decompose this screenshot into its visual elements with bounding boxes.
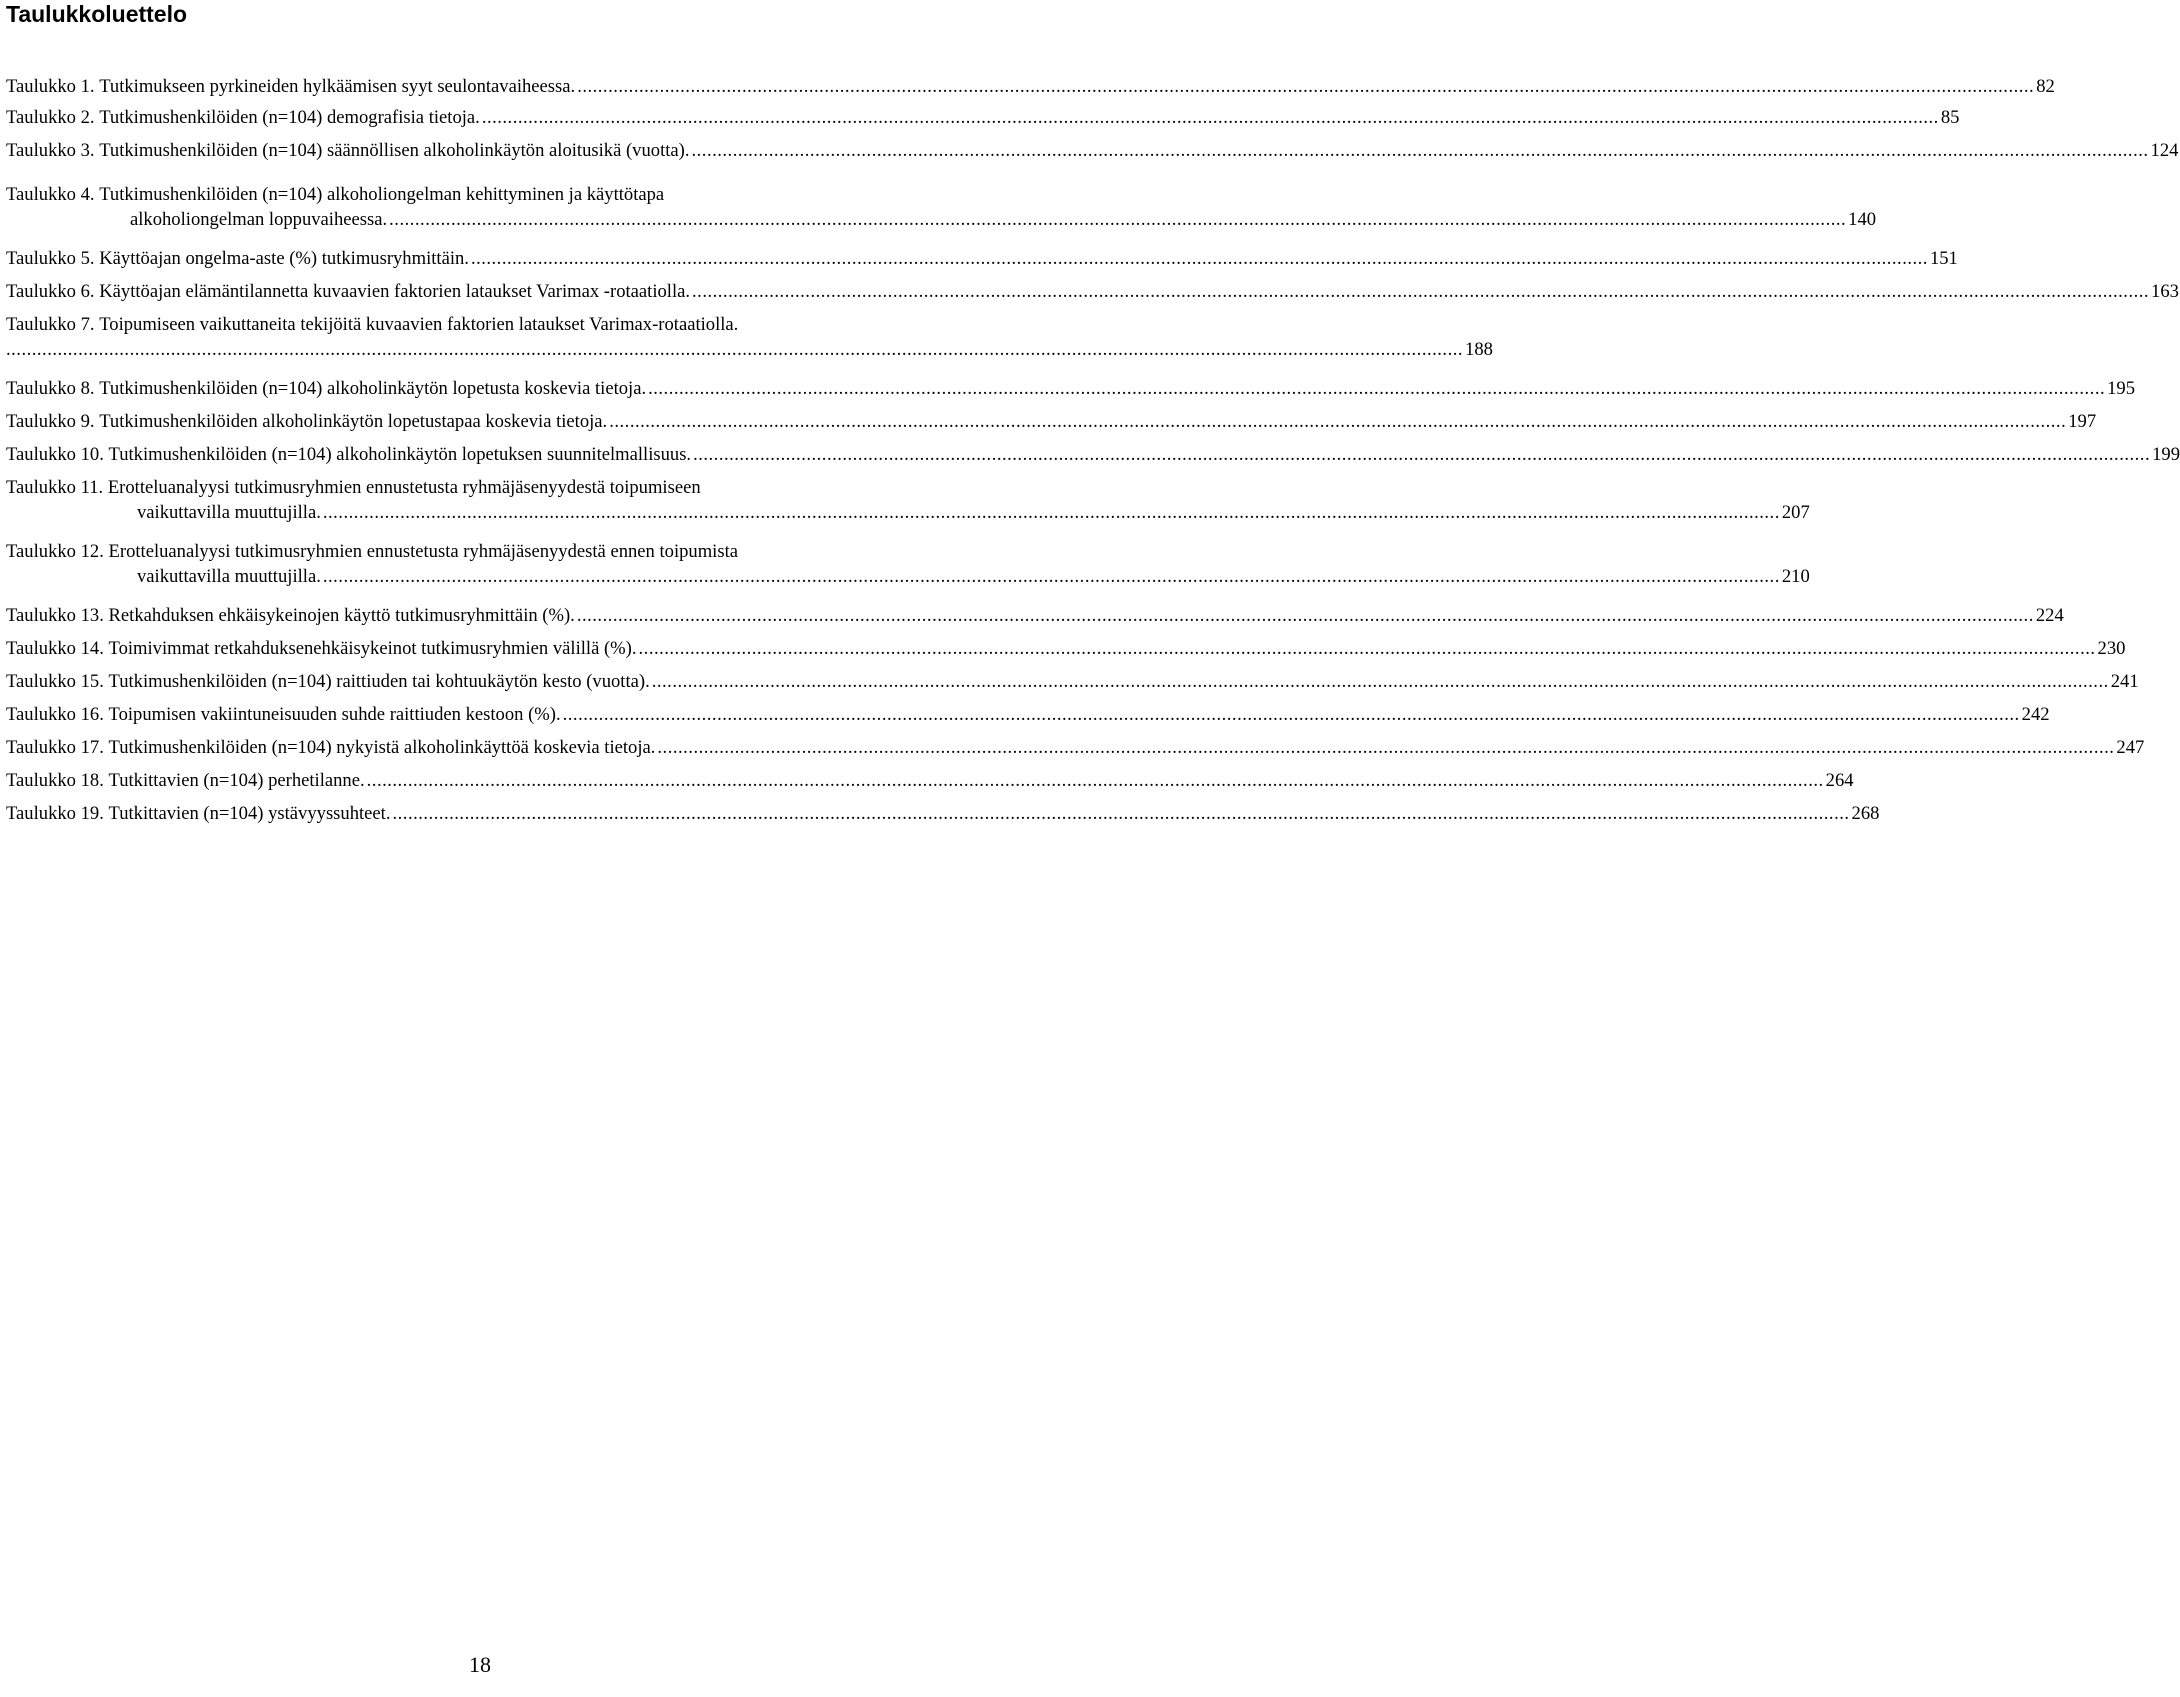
toc-entry-page: 195 [2107, 378, 2136, 399]
toc-entry-label: Taulukko 13. [6, 605, 104, 626]
toc-entry[interactable] [6, 74, 2055, 99]
toc-entry[interactable] [6, 801, 1880, 826]
toc-entry[interactable] [6, 539, 1810, 589]
toc-entry-label: Taulukko 18. [6, 770, 104, 791]
toc-entry-label: Taulukko 9. [6, 411, 95, 432]
toc-entry-page: 199 [2152, 444, 2180, 465]
toc-entry[interactable] [6, 138, 2179, 163]
toc-entry-page: 242 [2021, 704, 2050, 725]
toc-entry-page: 163 [2151, 281, 2179, 302]
toc-entry-text: Käyttöajan elämäntilannetta kuvaavien faktorien lataukset Varimax -rotaatiolla. [99, 281, 691, 302]
toc-entry-text: Tutkimushenkilöiden (n=104) säännöllisen alkoholinkäytön aloitusikä (vuotta). [99, 140, 690, 161]
toc-entry-text-continued: vaikuttavilla muuttujilla. [137, 502, 321, 523]
toc-entry-text: Retkahduksen ehkäisykeinojen käyttö tutkimusryhmittäin (%). [108, 605, 575, 626]
toc-entry-text: Erotteluanalyysi tutkimusryhmien ennustetusta ryhmäjäsenyydestä toipumiseen [107, 477, 701, 498]
toc-entry-text: Tutkittavien (n=104) perhetilanne. [108, 770, 365, 791]
toc-entry[interactable] [6, 182, 1877, 232]
toc-entry-text: Tutkimukseen pyrkineiden hylkäämisen syyt seulontavaiheessa. [99, 76, 576, 97]
toc-entry[interactable] [6, 409, 2097, 434]
toc-entry-label: Taulukko 6. [6, 281, 95, 302]
toc-entry-label: Taulukko 2. [6, 107, 95, 128]
toc-entry-page: 197 [2068, 411, 2097, 432]
dot-leader [323, 500, 1780, 525]
toc-entry-label: Taulukko 12. [6, 541, 104, 562]
toc-entry-label: Taulukko 11. [6, 477, 104, 498]
toc-entry-label: Taulukko 17. [6, 737, 104, 758]
dot-leader [652, 669, 2109, 694]
toc-entry-label: Taulukko 8. [6, 378, 95, 399]
toc-entry[interactable] [6, 312, 1493, 362]
toc-entry[interactable] [6, 603, 2064, 628]
toc-entry[interactable] [6, 669, 2139, 694]
dot-leader [692, 138, 2149, 163]
dot-leader [389, 207, 1846, 232]
toc-entry[interactable] [6, 768, 1854, 793]
toc-entry-text: Tutkimushenkilöiden (n=104) alkoholinkäytön lopetusta koskevia tietoja. [99, 378, 647, 399]
toc-entry-label: Taulukko 10. [6, 444, 104, 465]
toc-entry-page: 241 [2110, 671, 2139, 692]
dot-leader [563, 702, 2020, 727]
toc-entry[interactable] [6, 376, 2136, 401]
toc-entry[interactable] [6, 702, 2050, 727]
toc-entry[interactable] [6, 735, 2145, 760]
toc-entry-text: Tutkittavien (n=104) ystävyyssuhteet. [108, 803, 391, 824]
dot-leader [393, 801, 1850, 826]
toc-entry-label: Taulukko 15. [6, 671, 104, 692]
toc-entry[interactable] [6, 246, 1958, 271]
dot-leader [471, 246, 1928, 271]
toc-entry[interactable] [6, 636, 2126, 661]
toc-entry[interactable] [6, 475, 1810, 525]
page-number: 18 [469, 1652, 491, 1677]
dot-leader [693, 442, 2150, 467]
toc-entry-label: Taulukko 14. [6, 638, 104, 659]
toc-entry-page: 82 [2036, 76, 2055, 97]
toc-entry-label: Taulukko 5. [6, 248, 95, 269]
toc-entry-page: 210 [1781, 566, 1810, 587]
dot-leader [577, 74, 2034, 99]
toc-entry-page: 224 [2035, 605, 2064, 626]
toc-entry[interactable] [6, 279, 2179, 304]
toc-entry-page: 140 [1848, 209, 1877, 230]
toc-entry[interactable] [6, 442, 2180, 467]
toc-entry-page: 264 [1825, 770, 1854, 791]
toc-entry-label: Taulukko 1. [6, 76, 95, 97]
toc-entry-page: 268 [1851, 803, 1880, 824]
toc-entry-text: Tutkimushenkilöiden alkoholinkäytön lopetustapaa koskevia tietoja. [99, 411, 608, 432]
toc-entry-text: Käyttöajan ongelma-aste (%) tutkimusryhmittäin. [99, 248, 469, 269]
dot-leader [6, 337, 1463, 362]
dot-leader [648, 376, 2105, 401]
toc-entry-page: 124 [2150, 140, 2179, 161]
toc-entry-text-continued: alkoholiongelman loppuvaiheessa. [130, 209, 388, 230]
toc-entry-page: 151 [1929, 248, 1958, 269]
toc-entry-text: Toimivimmat retkahduksenehkäisykeinot tutkimusryhmien välillä (%). [108, 638, 637, 659]
toc-entry-text-continued: vaikuttavilla muuttujilla. [137, 566, 321, 587]
dot-leader [639, 636, 2096, 661]
toc-entry-text: Tutkimushenkilöiden (n=104) alkoholinkäytön lopetuksen suunnitelmallisuus. [108, 444, 692, 465]
toc-entry-text: Tutkimushenkilöiden (n=104) raittiuden tai kohtuukäytön kesto (vuotta). [108, 671, 650, 692]
page-title: Taulukkoluettelo [6, 1, 188, 27]
dot-leader [367, 768, 1824, 793]
dot-leader [577, 603, 2034, 628]
toc-entry-label: Taulukko 16. [6, 704, 104, 725]
toc-entry-text: Tutkimushenkilöiden (n=104) nykyistä alkoholinkäyttöä koskevia tietoja. [108, 737, 656, 758]
toc-entry-text: Toipumisen vakiintuneisuuden suhde raittiuden kestoon (%). [108, 704, 561, 725]
toc-entry-page: 188 [1465, 339, 1493, 360]
dot-leader [609, 409, 2066, 434]
dot-leader [657, 735, 2114, 760]
toc-entry-text: Tutkimushenkilöiden (n=104) demografisia tietoja. [99, 107, 480, 128]
dot-leader [692, 279, 2149, 304]
toc-entry-label: Taulukko 19. [6, 803, 104, 824]
dot-leader [323, 564, 1780, 589]
toc-entry[interactable] [6, 105, 1960, 130]
dot-leader [482, 105, 1939, 130]
toc-entry-text: Erotteluanalyysi tutkimusryhmien ennustetusta ryhmäjäsenyydestä ennen toipumista [108, 541, 738, 562]
toc-entry-label: Taulukko 4. [6, 184, 95, 205]
toc-entry-page: 85 [1940, 107, 1960, 128]
toc-entry-text: Tutkimushenkilöiden (n=104) alkoholiongelman kehittyminen ja käyttötapa [99, 184, 665, 205]
toc-entry-label: Taulukko 7. [6, 314, 95, 335]
toc-entry-label: Taulukko 3. [6, 140, 95, 161]
toc-entry-page: 247 [2116, 737, 2145, 758]
toc-entry-page: 207 [1781, 502, 1810, 523]
toc-entry-page: 230 [2097, 638, 2126, 659]
toc-entry-text: Toipumiseen vaikuttaneita tekijöitä kuvaavien faktorien lataukset Varimax-rotaatiolla. [99, 314, 739, 335]
